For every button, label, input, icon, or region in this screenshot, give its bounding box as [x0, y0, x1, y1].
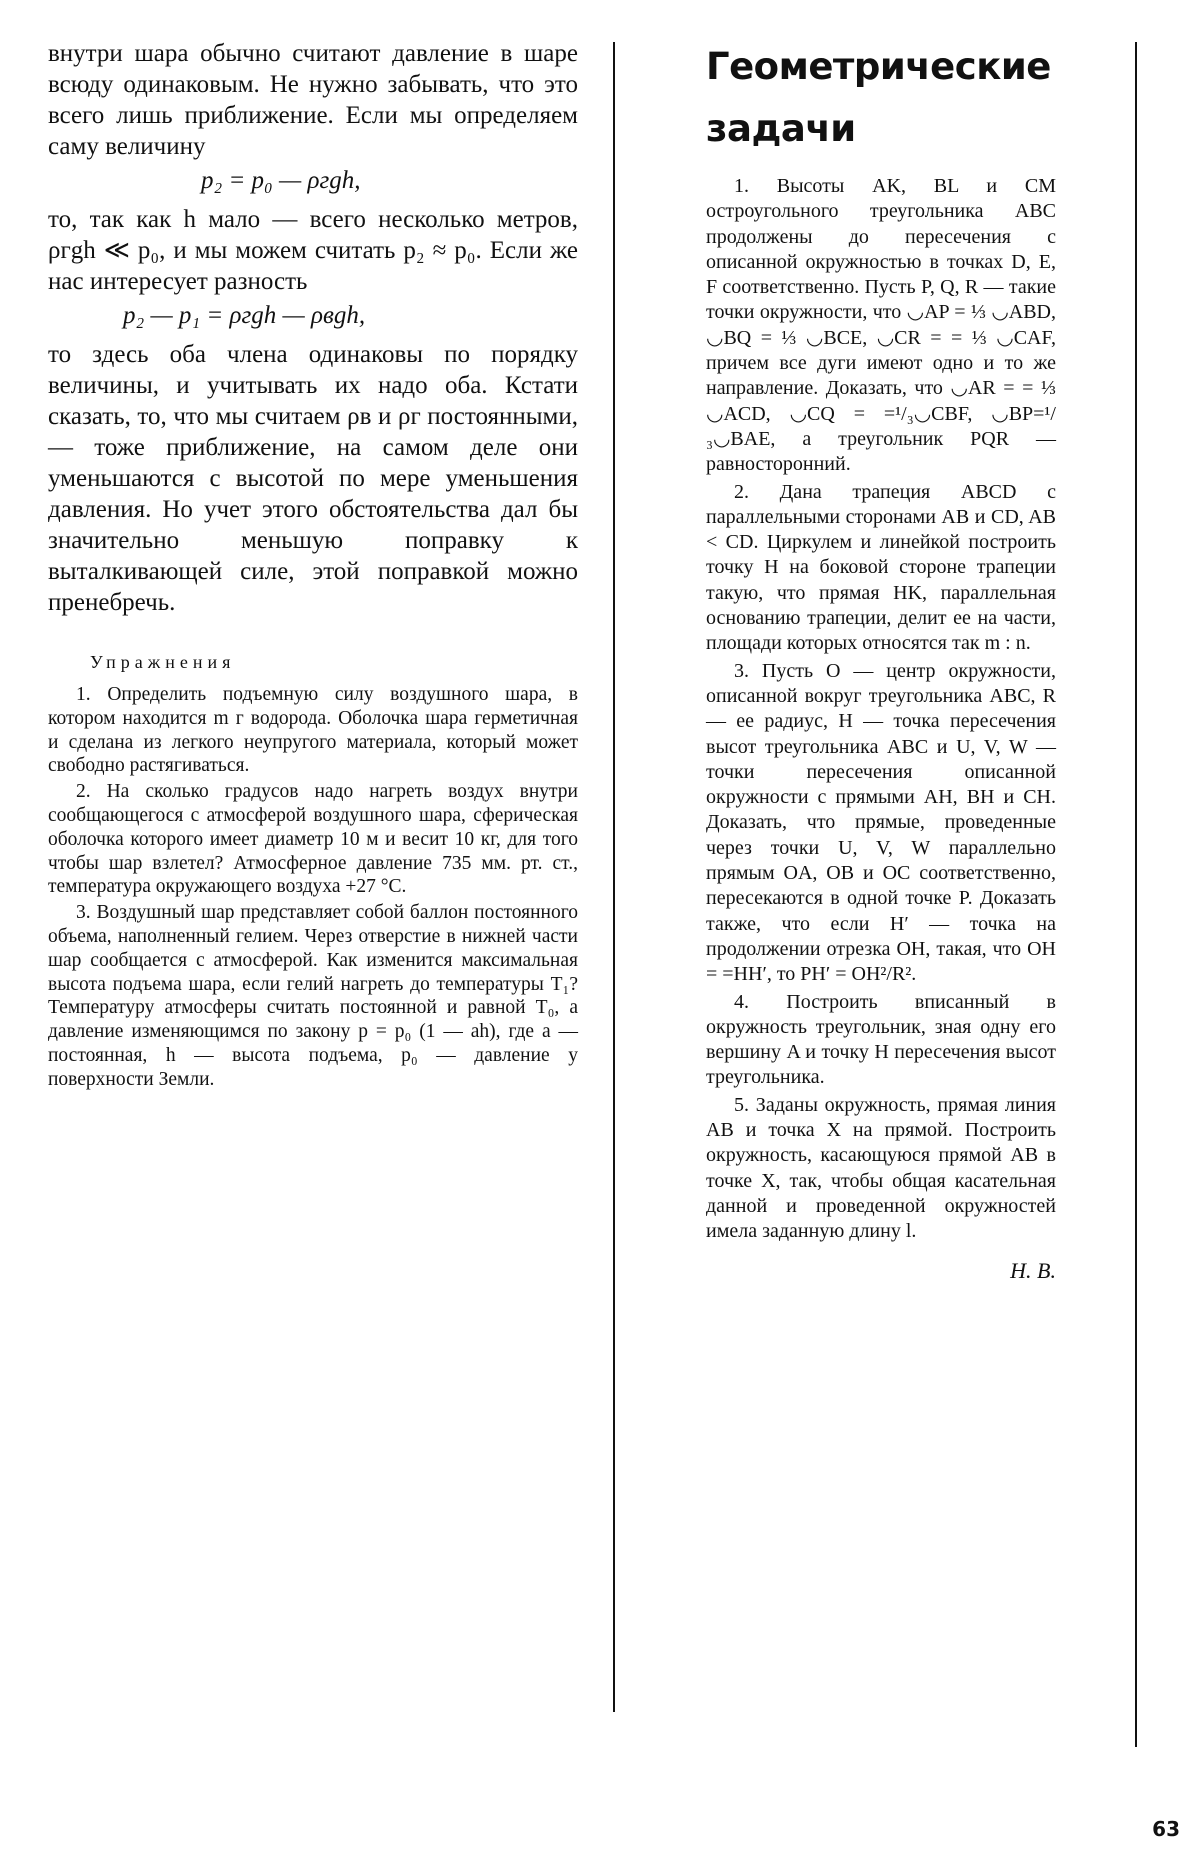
- problem-1: 1. Высоты AK, BL и CM остроугольного треугольника ABC продолжены до пересечения с описанной окружностью в точках D, E, F соответственно. Пусть P, Q, R — такие точки окружности, что ◡AP = ⅓ ◡ABD, ◡BQ = ⅓ ◡BCE, ◡CR = = ⅓ ◡CAF, причем все дуги имеют одно и то же направление. Доказать, что ◡AR = = ⅓ ◡ACD, ◡CQ = =¹/₃◡CBF, ◡BP=¹/₃◡BAE, а треугольник PQR — равносторонний.: [706, 175, 1056, 476]
- title-line-1: Геометрические: [706, 45, 1051, 88]
- exercise-1: 1. Определить подъемную силу воздушного шара, в котором находится m г водорода. Оболочка шара герметичная и сделана из легкого неупругого материала, который может свободно растягиваться.: [48, 684, 578, 777]
- title-line-2: задачи: [706, 107, 856, 150]
- problem-3: 3. Пусть O — центр окружности, описанной вокруг треугольника ABC, R — ее радиус, H — точка пересечения высот треугольника ABC и U, V, W — точки пересечения описанной окружности с прямыми AH, BH и CH. Доказать, что прямые, проведенные через точки U, V, W параллельно прямым OA, OB и OC соответственно, пересекаются в одной точке P. Доказать также, что если H′ — точка на продолжении отрезка OH, такая, что OH = =HH′, то PH′ = OH²/R².: [706, 659, 1056, 986]
- paragraph-3: то здесь оба члена одинаковы по порядку величины, и учитывать их надо оба. Кстати сказать, то, что мы считаем ρв и ρг постоянными,— тоже приближение, на самом деле они уменьшаются с высотой по мере уменьшения давления. Но учет этого обстоятельства дал бы значительно меньшую поправку к выталкивающей силе, этой поправкой можно пренебречь.: [48, 341, 578, 616]
- exercise-3: 3. Воздушный шар представляет собой баллон постоянного объема, наполненный гелием. Через отверстие в нижней части шар сообщается с атмосферой. Как изменится максимальная высота подъема шара, если гелий нагреть до температуры T₁? Температуру атмосферы считать постоянной и равной T₀, а давление изменяющимся по закону p = p₀ (1 — ah), где a — постоянная, h — высота подъема, p₀ — давление у поверхности Земли.: [48, 902, 578, 1090]
- page-number: 63: [1152, 1817, 1180, 1841]
- author-signature: Н. В.: [1010, 1258, 1056, 1284]
- exercises-heading: Упражнения: [90, 652, 236, 672]
- right-margin-rule: [1135, 42, 1137, 1747]
- formula-2: p₂ — p₁ = ρгgh — ρвgh,: [123, 302, 366, 329]
- section-title: [706, 36, 1056, 160]
- column-divider: [613, 42, 615, 1712]
- exercises-list: [48, 683, 578, 1092]
- problems-list: [706, 174, 1056, 1244]
- main-text: [48, 38, 578, 618]
- problem-4: 4. Построить вписанный в окружность треугольник, зная одну его вершину A и точку H пересечения высот треугольника.: [706, 990, 1056, 1089]
- paragraph-2: то, так как h мало — всего несколько метров, ρгgh ≪ p₀, и мы можем считать p₂ ≈ p₀. Если же нас интересует разность: [48, 206, 578, 295]
- problem-2: 2. Дана трапеция ABCD с параллельными сторонами AB и CD, AB < CD. Циркулем и линейкой построить точку H на боковой стороне трапеции такую, что прямая HK, параллельная основанию трапеции, делит ее на части, площади которых относятся так m : n.: [706, 480, 1056, 655]
- formula-1: p₂ = p₀ — ρгgh,: [201, 167, 361, 194]
- paragraph-1: внутри шара обычно считают давление в шаре всюду одинаковым. Не нужно забывать, что это всего лишь приближение. Если мы определяем саму величину: [48, 40, 578, 160]
- right-column: [706, 36, 1056, 1284]
- exercise-2: 2. На сколько градусов надо нагреть воздух внутри сообщающегося с атмосферой воздушного шара, сферическая оболочка которого имеет диаметр 10 м и весит 10 кг, для того чтобы шар взлетел? Атмосферное давление 735 мм. рт. ст., температура окружающего воздуха +27 °С.: [48, 781, 578, 898]
- problem-5: 5. Заданы окружность, прямая линия AB и точка X на прямой. Построить окружность, касающуюся прямой AB в точке X, так, чтобы общая касательная данной и проведенной окружностей имела заданную длину l.: [706, 1093, 1056, 1243]
- left-column: [48, 38, 578, 1092]
